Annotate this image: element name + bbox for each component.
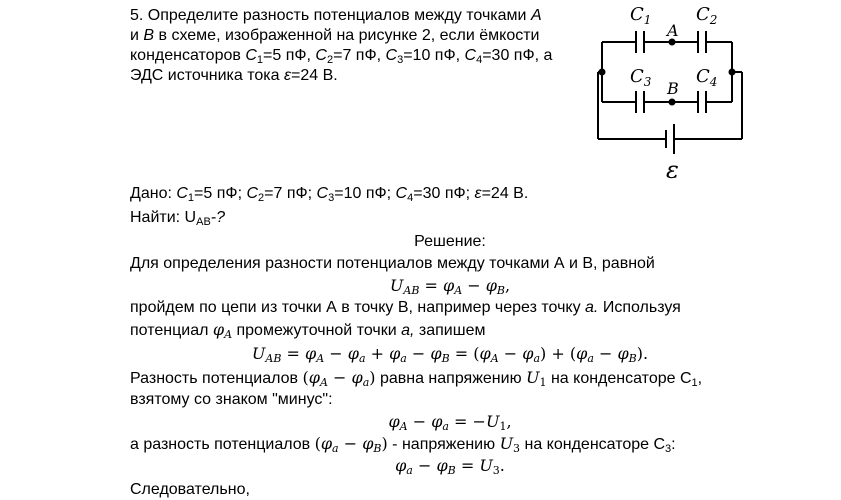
problem-line-4: ЭДС источника тока ε=24 В. (130, 67, 338, 84)
solution-heading: Решение: (414, 233, 486, 250)
solution-p7: Следовательно, (130, 481, 250, 498)
equation-3: $\varphi_A - \varphi_a = -U_1$, (388, 412, 512, 433)
solution-p5: взятому со знаком "минус": (130, 391, 333, 408)
label-c3: $C_3$ (630, 66, 652, 89)
solution-p4: Разность потенциалов $(\varphi_A - \varphi_a)$ равна напряжению $U_1$ на конденсаторе $C_1$, (130, 368, 703, 389)
problem-line-2: и B в схеме, изображенной на рисунке 2, если ёмкости (130, 27, 540, 44)
solution-p1: Для определения разности потенциалов между точками А и В, равной (130, 255, 655, 272)
label-c4: $C_4$ (696, 66, 718, 89)
equation-4: $\varphi_a - \varphi_B = U_3$. (395, 456, 505, 477)
problem-line-1: 5. Определите разность потенциалов между точками A (130, 7, 542, 24)
label-b: B (667, 79, 679, 98)
given-line: Дано: $C_1=5$ пФ; $C_2=7$ пФ; $C_3=10$ пФ; $C_4=30$ пФ; ε=24 В. (130, 185, 529, 204)
solution-p3: потенциал $\varphi_A$ промежуточной точки a, запишем (130, 320, 486, 341)
circuit-diagram (590, 0, 760, 185)
equation-2: $U_{AB} = \varphi_A - \varphi_a + \varphi_a - \varphi_B = (\varphi_A - \varphi_a) + (\varphi_a - \varphi_B)$. (251, 344, 649, 365)
solution-p6: а разность потенциалов $(\varphi_a - \varphi_B)$ - напряжению $U_3$ на конденсаторе $C_3$: (130, 434, 676, 455)
find-line: Найти: $U_{AB}-$? (130, 209, 226, 228)
label-c2: $C_2$ (696, 4, 718, 27)
label-a: A (667, 21, 679, 40)
label-c1: $C_1$ (630, 4, 652, 27)
equation-1: $U_{AB} = \varphi_A - \varphi_B$, (389, 276, 511, 297)
problem-line-3: конденсаторов $C_1=5$ пФ, $C_2=7$ пФ, $C_3=10$ пФ, $C_4=30$ пФ, а (130, 47, 553, 66)
label-emf: ε (666, 156, 679, 184)
solution-p2: пройдем по цепи из точки А в точку В, например через точку a. Используя (130, 299, 681, 316)
